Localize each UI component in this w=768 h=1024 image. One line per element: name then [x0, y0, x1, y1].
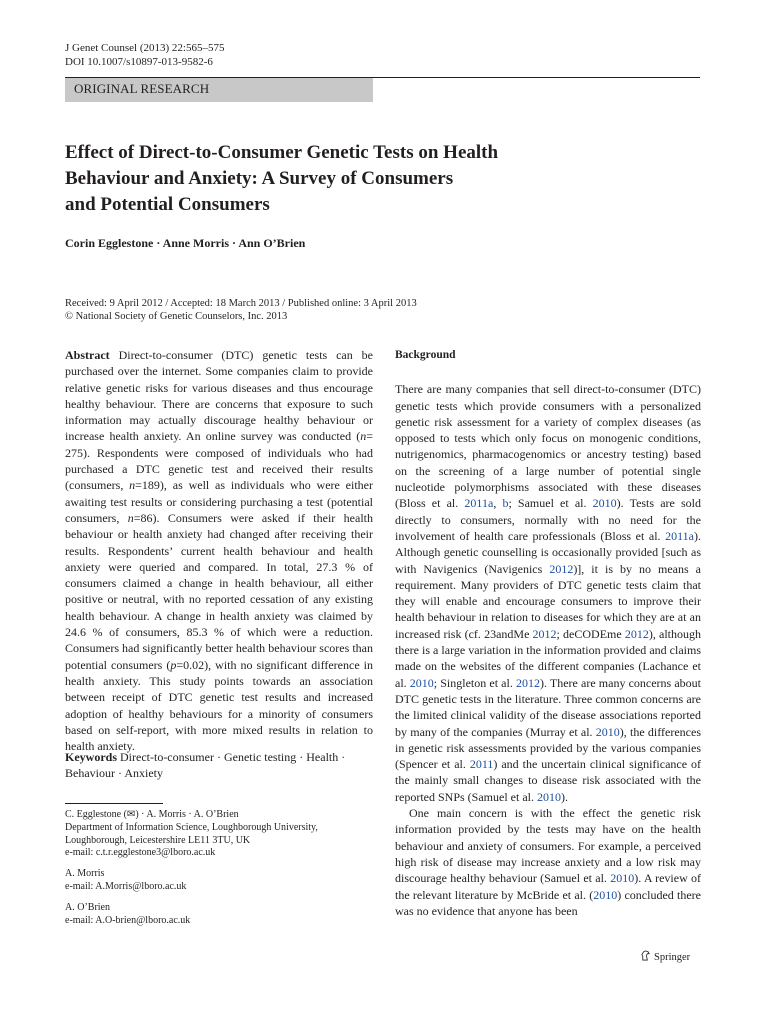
- citation-link[interactable]: 2012: [515, 675, 540, 690]
- email-line: e-mail: A.O-brien@lboro.ac.uk: [65, 914, 191, 926]
- body-text: )], it is by no means a requirement. Many providers of DTC genetic tests claim that they will enable and encourage consumers to improve their health behaviour in relation to diseases for which they are at an increased risk (cf. 23andMe: [395, 561, 701, 641]
- abstract-text: Direct-to-consumer (DTC) genetic tests can be purchased over the internet. Some companies claim to provide relative genetic risks for various diseases and thus encourage healthy behaviour. There are concerns that exposure to such information may actually discourage healthy behaviour or increase health anxiety. An online survey was conducted (: [65, 348, 373, 444]
- body-text: ), although there is a large variation in the information provided and claims made on the websites of the different companies (Lachance et al.: [395, 626, 701, 690]
- body-text: ,: [493, 496, 503, 511]
- body-text: ; deCODEme: [556, 626, 625, 641]
- citation-link[interactable]: 2010: [536, 789, 561, 804]
- doi: DOI 10.1007/s10897-013-9582-6: [65, 56, 213, 68]
- article-history: [65, 297, 417, 323]
- citation-link[interactable]: 2010: [595, 724, 620, 739]
- affiliation-group: [65, 809, 373, 860]
- body-text: One main concern is with the effect the genetic risk information provided by the tests may have on the health behaviour and anxiety of consumers. For example, a perceived high risk of disease may increase anxiety and a low risk may discourage healthy behaviour (Samuel et al.: [395, 806, 701, 886]
- footnote-rule: [65, 803, 163, 804]
- affiliation-group: [65, 868, 373, 894]
- body-text: ) concluded there was no evidence that anyone has been: [395, 887, 701, 918]
- author-list: Corin Egglestone · Anne Morris · Ann O’Brien: [65, 236, 306, 250]
- abstract: [65, 347, 373, 754]
- abstract-text: =189), as well as individuals who were either awaiting test results or considering purchasing a test (potential consumers,: [65, 478, 373, 525]
- citation-link[interactable]: b: [502, 496, 509, 511]
- author-affiliations: [65, 809, 373, 935]
- affiliation-line: A. Morris: [65, 868, 105, 880]
- journal-reference: [65, 41, 224, 69]
- horse-head-icon: [640, 950, 651, 964]
- title-line: Effect of Direct-to-Consumer Genetic Tests on Health: [65, 142, 499, 163]
- copyright-line: © National Society of Genetic Counselors, Inc. 2013: [65, 311, 288, 322]
- body-text: ; Samuel et al.: [508, 496, 593, 511]
- abstract-p-symbol: p: [170, 657, 177, 672]
- keywords-label: Keywords: [65, 750, 117, 764]
- section-heading-background: Background: [395, 349, 456, 361]
- abstract-paragraph: [65, 347, 373, 754]
- body-paragraph: [395, 381, 701, 805]
- publication-dates: Received: 9 April 2012 / Accepted: 18 March 2013 / Published online: 3 April 2013: [65, 298, 417, 309]
- publisher-name: Springer: [654, 951, 691, 963]
- email-line: e-mail: c.t.r.egglestone3@lboro.ac.uk: [65, 847, 216, 859]
- citation-link[interactable]: 2012: [549, 561, 574, 576]
- citation-link[interactable]: 2012: [532, 626, 557, 641]
- body-text: ). Tests are sold directly to consumers, normally with no need for the involvement of health care professionals (Bloss et al.: [395, 496, 701, 543]
- affiliation-line: C. Egglestone (✉) · A. Morris · A. O’Brien: [65, 809, 239, 820]
- abstract-label: Abstract: [65, 348, 110, 362]
- keywords-text: Direct-to-consumer · Genetic testing · Health · Behaviour · Anxiety: [65, 750, 346, 781]
- citation-link[interactable]: 2010: [409, 675, 434, 690]
- abstract-n-symbol: n: [360, 429, 367, 444]
- citation-link[interactable]: 2012: [624, 626, 649, 641]
- article-type-label: ORIGINAL RESEARCH: [65, 78, 373, 102]
- email-line: e-mail: A.Morris@lboro.ac.uk: [65, 880, 187, 892]
- title-line: and Potential Consumers: [65, 194, 270, 215]
- citation-link[interactable]: 2011a: [665, 528, 694, 543]
- body-text: ; Singleton et al.: [433, 675, 516, 690]
- abstract-text: =86). Consumers were asked if their health behaviour or health anxiety had changed after receiving their results. Respondents’ current health behaviour and health anxiety were queried and compared. In total, 27.3 % of consumers claimed a change in health behaviour, all either positive or neutral, with no reported cessation of any existing health behaviour. A change in health anxiety was claimed by 24.6 % of consumers, 85.3 % of which were a reduction. Consumers had significantly better health behaviour scores than potential consumers (: [65, 510, 373, 672]
- citation-link[interactable]: 2010: [593, 887, 618, 902]
- body-text: ).: [560, 789, 568, 804]
- body-text: ) and the uncertain clinical significance of the mainly small changes to disease risk associated with the reported SNPs (Samuel et al.: [395, 757, 701, 804]
- affiliation-group: [65, 902, 373, 928]
- body-text: ). Although genetic counselling is occasionally provided [such as with Navigenics (Navigenics: [395, 528, 701, 576]
- abstract-n-symbol: n: [129, 478, 136, 493]
- body-paragraph: [395, 805, 701, 919]
- article-title: [65, 140, 705, 218]
- citation-link[interactable]: 2010: [592, 496, 617, 511]
- publisher-mark: [640, 950, 690, 964]
- title-line: Behaviour and Anxiety: A Survey of Consumers: [65, 168, 454, 189]
- journal-citation: J Genet Counsel (2013) 22:565–575: [65, 42, 225, 54]
- abstract-text: =0.02), with no significant difference in health anxiety. This study points towards an association between receipt of DTC genetic test results and increased adoption of healthy behaviours for a minority of consumers based on self-report, with more mixed results in relation to health anxiety.: [65, 657, 374, 754]
- citation-link[interactable]: 2011: [469, 757, 494, 772]
- keywords: [65, 749, 373, 782]
- affiliation-line: A. O’Brien: [65, 901, 110, 913]
- abstract-text: = 275). Respondents were composed of individuals who had purchased a DTC genetic test and received their results (consumers,: [65, 429, 373, 493]
- body-text: ). There are many concerns about DTC genetic tests in the literature. Three common concerns are the limited clinical validity of the disease associations reported by many of the companies (Murray et al.: [395, 675, 702, 739]
- abstract-n-symbol: n: [127, 510, 134, 525]
- body-column: [395, 347, 701, 919]
- body-text: ), the differences in genetic risk assessments provided by the various companies (Spencer et al.: [395, 724, 701, 772]
- body-text: There are many companies that sell direct-to-consumer (DTC) genetic tests which provide consumers with a personalized genetic risk assessment for a variety of complex diseases (as opposed to tests which only focus on monogenic conditions, nutrigenomics, pharmacogenomics or ancestry testing) based on the screening of a large number of potential single nucleotide polymorphisms associated with these diseases (Bloss et al.: [395, 382, 701, 511]
- body-text: ). A review of the relevant literature by McBride et al. (: [395, 871, 702, 902]
- affiliation-line: Loughborough, Leicestershire LE11 3TU, UK: [65, 834, 251, 846]
- affiliation-line: Department of Information Science, Loughborough University,: [65, 821, 318, 833]
- citation-link[interactable]: 2011a: [464, 496, 494, 511]
- citation-link[interactable]: 2010: [610, 871, 635, 886]
